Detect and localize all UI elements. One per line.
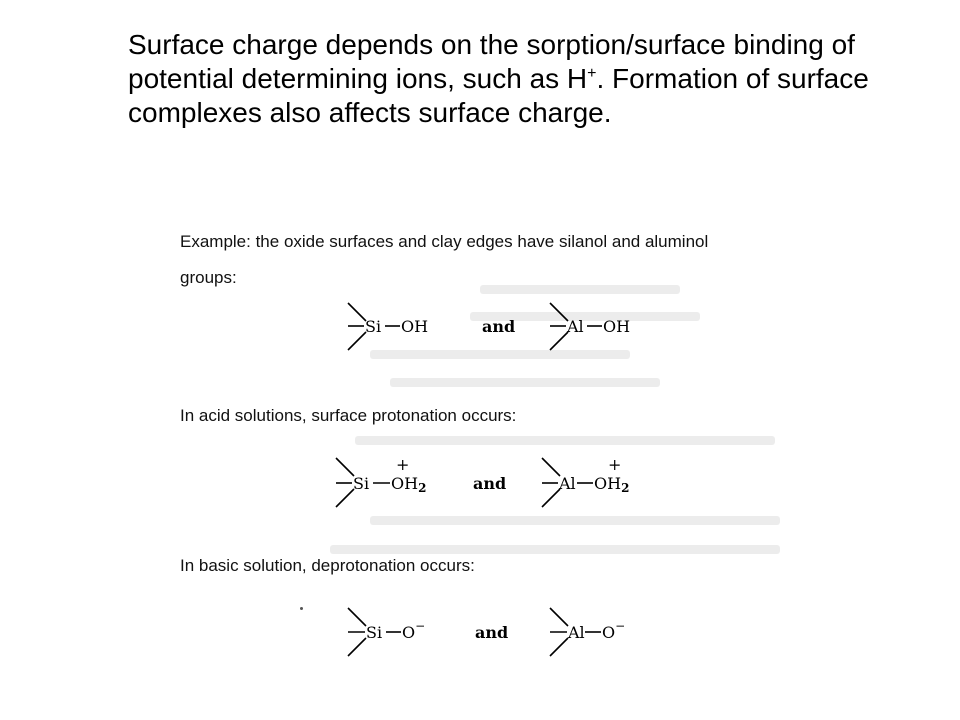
oh2-label: OH2 bbox=[391, 474, 427, 495]
bond-line bbox=[550, 332, 568, 350]
and-label: and bbox=[475, 623, 509, 642]
example-heading-line2: groups: bbox=[180, 268, 237, 287]
o-minus-label: O− bbox=[602, 619, 626, 642]
al-label: Al bbox=[567, 317, 584, 336]
bond-line bbox=[542, 489, 560, 507]
intro-text-before: Surface charge depends on the sorption/surface binding of potential determining ions, such as H bbox=[128, 29, 855, 94]
example-heading-line1: Example: the oxide surfaces and clay edges have silanol and aluminol bbox=[180, 232, 709, 251]
silanol-aluminol-structures bbox=[170, 295, 790, 365]
protonated-structures bbox=[170, 452, 790, 522]
oh-label: OH bbox=[603, 317, 631, 336]
bond-line bbox=[336, 458, 354, 476]
scan-ghost-line bbox=[355, 436, 775, 445]
basic-heading: In basic solution, deprotonation occurs: bbox=[180, 556, 475, 575]
oh2-label: OH2 bbox=[594, 474, 630, 495]
and-label: and bbox=[482, 317, 516, 336]
scan-speck bbox=[300, 607, 303, 610]
o-minus-label: O− bbox=[402, 619, 426, 642]
bond-line bbox=[336, 489, 354, 507]
bond-line bbox=[550, 608, 568, 626]
bond-line bbox=[542, 458, 560, 476]
si-label: Si bbox=[365, 317, 382, 336]
plus-charge: + bbox=[396, 455, 410, 474]
acid-heading: In acid solutions, surface protonation occurs: bbox=[180, 406, 517, 425]
al-label: Al bbox=[559, 474, 576, 493]
row2-svg bbox=[170, 452, 790, 522]
row3-svg bbox=[170, 600, 790, 670]
deprotonated-structures bbox=[170, 600, 790, 670]
al-label: Al bbox=[568, 623, 585, 642]
intro-paragraph bbox=[128, 28, 928, 130]
bond-line bbox=[348, 608, 366, 626]
row1-svg bbox=[170, 295, 790, 365]
scan-ghost-line bbox=[480, 285, 680, 294]
intro-superscript: + bbox=[587, 65, 597, 82]
bond-line bbox=[348, 332, 366, 350]
si-label: Si bbox=[353, 474, 370, 493]
bond-line bbox=[550, 638, 568, 656]
bond-line bbox=[348, 303, 366, 321]
scan-ghost-line bbox=[390, 378, 660, 387]
si-label: Si bbox=[366, 623, 383, 642]
oh-label: OH bbox=[401, 317, 429, 336]
scan-ghost-line bbox=[330, 545, 780, 554]
bond-line bbox=[348, 638, 366, 656]
intro-text-after: . Formation of surface complexes also affects surface charge. bbox=[128, 63, 869, 128]
plus-charge: + bbox=[608, 455, 622, 474]
and-label: and bbox=[473, 474, 507, 493]
bond-line bbox=[550, 303, 568, 321]
